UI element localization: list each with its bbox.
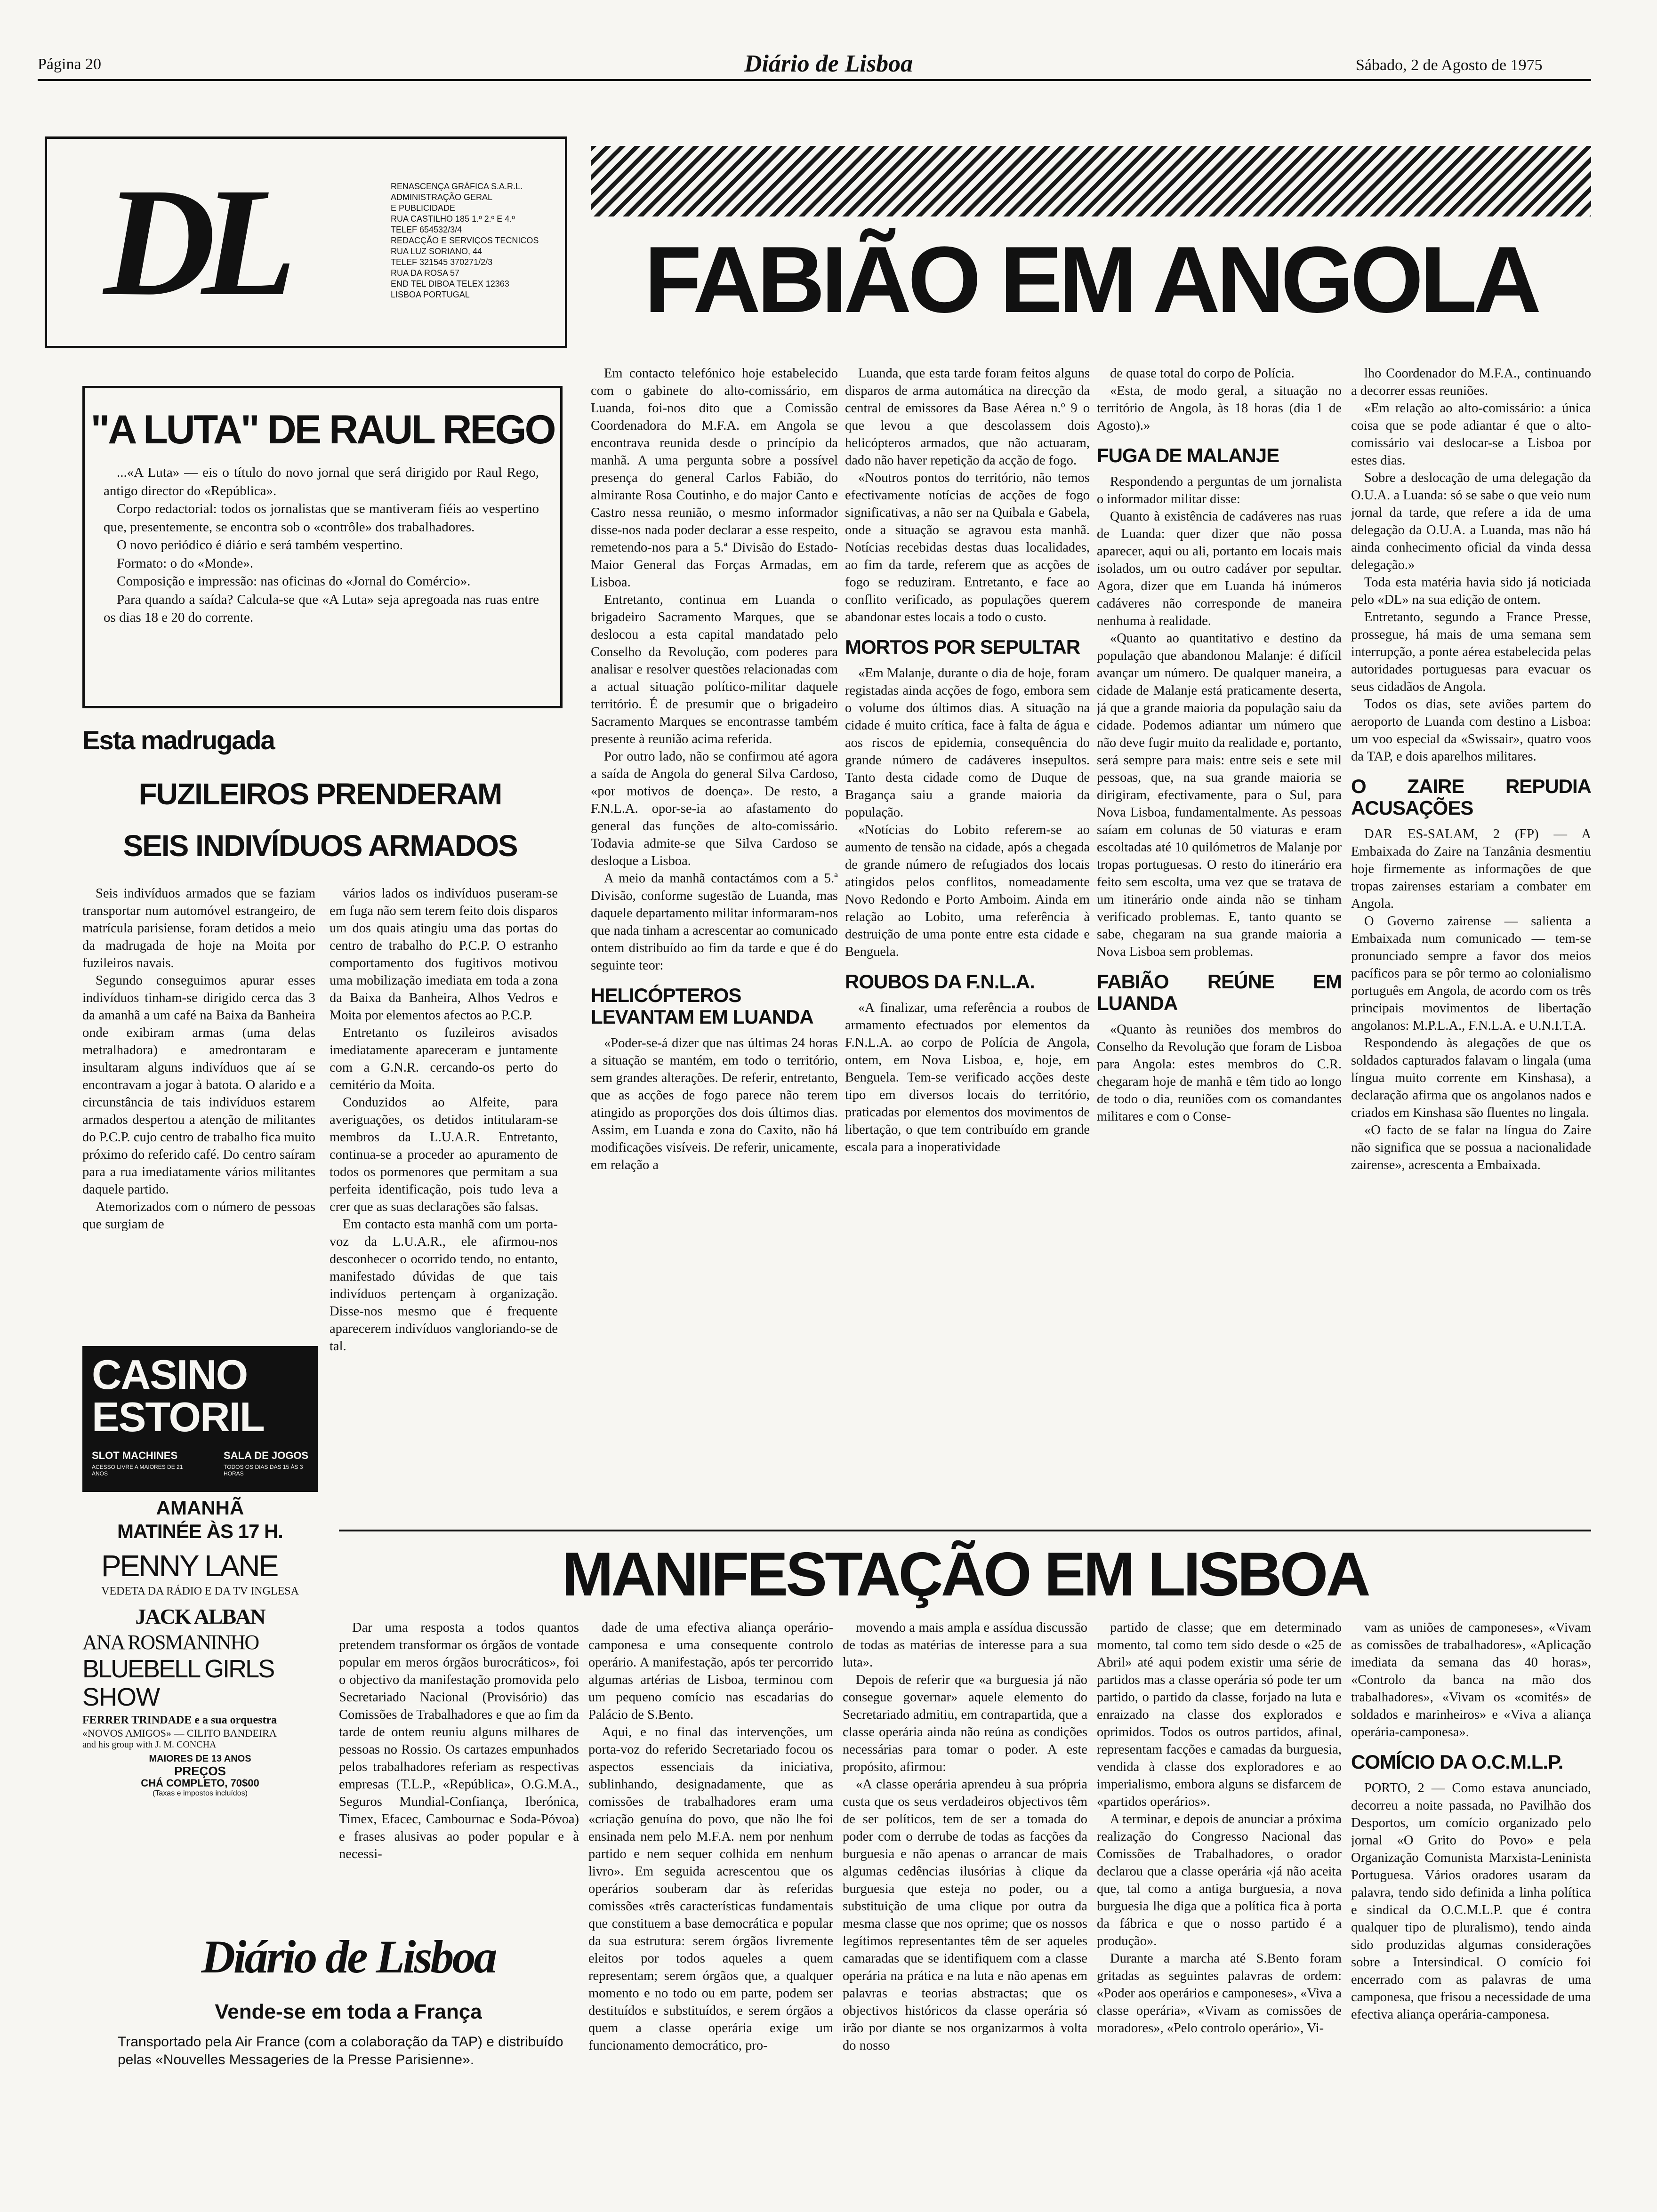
address-line: E PUBLICIDADE — [391, 203, 456, 213]
ana-rosmaninho: ANA ROSMANINHO — [82, 1631, 259, 1654]
paragraph: DAR ES-SALAM, 2 (FP) — A Embaixada do Zaire na Tanzânia desmentiu hoje firmemente as informações de que tropas zairenses estariam a combater em Angola. — [1351, 827, 1591, 911]
slot-label: SLOT MACHINES — [92, 1450, 178, 1461]
issue-date: Sábado, 2 de Agosto de 1975 — [1356, 56, 1543, 74]
fuzileiros-title-line1: FUZILEIROS PRENDERAM — [138, 777, 502, 811]
novos-amigos: «NOVOS AMIGOS» — CILITO BANDEIRA — [82, 1727, 277, 1739]
paragraph: A terminar, e depois de anunciar a próxima realização do Congresso Nacional das Comissões de Trabalhadores, o orador declarou que a classe operária «já não aceita que, tal como a antiga burguesia, a nova burguesia lhe diga que a política fica à porta da fábrica e que o nosso partido é a produção». — [1097, 1812, 1342, 1948]
casino-ad — [82, 1346, 318, 1798]
jack-alban: JACK ALBAN — [135, 1604, 265, 1628]
paragraph: ...«A Luta» — eis o título do novo jornal que será dirigido por Raul Rego, antigo director do «República». — [104, 465, 539, 498]
manif-col-3 — [843, 1619, 1087, 2184]
luta-headline: "A LUTA" DE RAUL REGO — [90, 407, 555, 452]
address-line: ADMINISTRAÇÃO GERAL — [391, 192, 493, 202]
paragraph: Em contacto telefónico hoje estabelecido com o gabinete do alto-comissário, em Luanda, foi-nos dito que a Comissão Coordenadora do M.F.A. em Angola se encontrava reunida desde o princípio da manhã. A uma pergunta sobre a possível presença do general Carlos Fabião, do almirante Rosa Coutinho, e do major Canto e Castro nessa reunião, o mesmo informador disse-nos nada poder declarar a esse respeito, remetendo-nos para a 5.ª Divisão do Estado-Maior General das Forças Armadas, em Lisboa. — [591, 366, 838, 590]
slot-sub: ACESSO LIVRE A MAIORES DE 21 ANOS — [92, 1464, 183, 1477]
paragraph: Respondendo às alegações de que os soldados capturados falavam o lingala (uma língua muito corrente em Kinshasa), a declaração afirma que os angolanos nados e criados em Kinshasa são fluentes no lingala. — [1351, 1036, 1591, 1120]
ferrer-trindade: FERRER TRINDADE e a sua orquestra — [82, 1714, 277, 1726]
paragraph: Luanda, que esta tarde foram feitos alguns disparos de arma automática na direcção da central de emissores da Base Aérea n.º 9 o que levou a que descolassem dois helicópteros armados, que não actuaram, dado não haver repetição da acção de fogo. — [845, 366, 1090, 468]
masthead-rule — [38, 79, 1591, 81]
paragraph: Todos os dias, sete aviões partem do aeroporto de Luanda com destino a Lisboa: um voo especial da «Swissair», quatro voos da TAP, e dois aparelhos militares. — [1351, 697, 1591, 764]
paragraph: «Quanto ao quantitativo e destino da população que abandonou Malanje: é difícil avançar um número. De qualquer maneira, a cidade de Malanje está praticamente deserta, já que a grande maioria da população saiu da cidade. Podemos adiantar um número que não deve fugir muito da realidade e, portanto, será sempre para mais: entre seis e sete mil pessoas, que, na sua grande maioria se dirigiram, efectivamente, para o Sul, para Nova Lisboa, fundamentalmente. As pessoas saíam em colunas de 50 viaturas e eram escoltadas até 10 quilómetros de Malanje por tropas portuguesas. O resto do itinerário era feito sem escolta, uma vez que se tratava de um itinerário onde ainda não se tinham verificado problemas. E, tanto quanto se sabe, chegaram na sua grande maioria a Nova Lisboa sem problemas. — [1097, 631, 1342, 959]
paragraph: Toda esta matéria havia sido já noticiada pelo «DL» na sua edição de ontem. — [1351, 575, 1591, 607]
paragraph: Atemorizados com o número de pessoas que surgiam de — [82, 1200, 315, 1232]
address-line: TELEF 321545 370271/2/3 — [391, 257, 493, 267]
paragraph: Para quando a saída? Calcula-se que «A Luta» seja apregoada nas ruas entre os dias 18 e 20 do corrente. — [104, 592, 539, 625]
precos: PREÇOS — [174, 1764, 226, 1778]
paragraph: Depois de referir que «a burguesia já não consegue governar» aquele elemento do Secretariado admitiu, em contrapartida, que a classe operária ainda não reúna as condições necessárias para tomar o poder. A este propósito, afirmou: — [843, 1673, 1087, 1774]
dl-france-tagline: Vende-se em toda a França — [215, 2000, 482, 2023]
subhead-helicopteros: HELICÓPTEROS LEVANTAM EM LUANDA — [591, 984, 813, 1028]
paragraph: O Governo zairense — salienta a Embaixada num comunicado — tem-se pronunciado sempre a favor dos meios pacíficos para se pôr termo ao colonialismo português em Angola, de acordo com os três principais movimentos de libertação angolanos: M.P.L.A., F.N.L.A. e U.N.I.T.A. — [1351, 914, 1591, 1033]
paragraph: Entretanto, segundo a France Presse, prossegue, há mais de uma semana sem interrupção, a ponte aérea estabelecida pelas autoridades portuguesas para evacuar os seus cidadãos de Angola. — [1351, 610, 1591, 694]
fuzileiros-title-line2: SEIS INDIVÍDUOS ARMADOS — [123, 829, 517, 863]
paragraph: Aqui, e no final das intervenções, um porta-voz do referido Secretariado focou os aspectos essenciais da iniciativa, sublinhando, designadamente, que as comissões de trabalhadores eram uma «criação genuína do povo, que não lhe foi ensinada nem pelo M.F.A. nem por nenhum partido e nem sequer colhida em nenhum livro». Em seguida acrescentou que os operários souberam dar às referidas comissões «três características fundamentais que constituem a base democrática e popular da sua estrutura: serem órgãos livremente eleitos por todos aqueles a quem representam; serem órgãos que, a qualquer momento e no todo ou em parte, podem ser destituídos e substituídos, e serem órgãos a quem a classe operária exige um funcionamento democrático, pro- — [588, 1725, 833, 2053]
penny-lane: PENNY LANE — [101, 1549, 278, 1583]
fabiao-col-2 — [845, 365, 1090, 1513]
paragraph: Seis indivíduos armados que se faziam transportar num automóvel estrangeiro, de matrícula parisiense, foram detidos a meio da madrugada de hoje na Moita por fuzileiros navais. — [82, 886, 315, 970]
taxas: (Taxas e impostos incluídos) — [153, 1789, 248, 1797]
manif-col-2 — [588, 1619, 833, 2184]
paragraph: Dar uma resposta a todos quantos pretendem transformar os órgãos de vontade popular em meros órgãos burocráticos», foi o objectivo da manifestação promovida pelo Secretariado Nacional (Provisório) das Comissões de Trabalhadores e que ao fim da tarde de ontem reuniu alguns milhares de pessoas no Rossio. Os cartazes empunhados pelos trabalhadores referiam as respectivas empresas (T.L.P., «República», O.G.M.A., Seguros Mundial-Confiança, Iberónica, Timex, Efacec, Cambournac e Soda-Póvoa) e frases alusivas ao poder popular e à necessi- — [339, 1620, 579, 1861]
concha: and his group with J. M. CONCHA — [82, 1739, 217, 1750]
casino-name: ESTORIL — [92, 1394, 264, 1440]
paragraph: dade de uma efectiva aliança operário-camponesa e uma consequente controlo operário. A manifestação, após ter percorrido algumas artérias de Lisboa, terminou com um pequeno comício nas escadarias do Palácio de S.Bento. — [588, 1620, 833, 1722]
dl-france-logo: Diário de Lisboa — [201, 1931, 496, 1983]
paragraph: «Quanto às reuniões dos membros do Conselho da Revolução que foram de Lisboa para Angola: estes membros do C.R. chegaram hoje de manhã e têm tido ao longo de todo o dia, reuniões com os comandantes militares e com o Conse- — [1097, 1022, 1342, 1124]
paragraph: Em contacto esta manhã com um porta-voz da L.U.A.R., ele afirmou-nos desconhecer o ocorrido tendo, no entanto, manifestado dúvidas de que tais indivíduos pertençam à organização. Disse-nos mesmo que é frequente aparecerem indivíduos vangloriando-se de tal. — [330, 1217, 558, 1354]
show: SHOW — [82, 1683, 160, 1711]
paragraph: Conduzidos ao Alfeite, para averiguações, os detidos intitularam-se membros da L.U.A.R. Entretanto, continua-se a proceder ao apuramento de todos os pormenores que permitam a sua perfeita identificação, pois tudo leva a crer que as suas declarações são falsas. — [330, 1095, 558, 1214]
paragraph: «Esta, de modo geral, a situação no território de Angola, às 18 horas (dia 1 de Agosto).» — [1097, 384, 1342, 433]
logo-box — [45, 136, 567, 348]
publisher-address — [391, 181, 551, 300]
address-line: RENASCENÇA GRÁFICA S.A.R.L. — [391, 182, 523, 191]
paragraph: Formato: o do «Monde». — [117, 555, 253, 571]
fuzileiros-kicker: Esta madrugada — [82, 725, 274, 755]
paragraph: «Notícias do Lobito referem-se ao aumento de tensão na cidade, após a chegada de grande número de refugiados dos locais atingidos pelos conflitos, nomeadamente Novo Redondo e Porto Amboim. Ainda em relação ao Lobito, uma referência à destruição de uma ponte entre esta cidade e Benguela. — [845, 823, 1090, 959]
fabiao-col-3 — [1097, 365, 1342, 1513]
paragraph: movendo a mais ampla e assídua discussão de todas as matérias de interesse para a sua luta». — [843, 1620, 1087, 1670]
paragraph: vam as uniões de camponeses», «Vivam as comissões de trabalhadores», «Aplicação imediata da semana das 40 horas», «Controlo da banca na mão dos trabalhadores», «Vivam os «comités» de soldados e marinheiros» e «Viva a aliança operária-camponesa». — [1351, 1620, 1591, 1739]
address-line: RUA LUZ SORIANO, 44 — [391, 247, 483, 256]
paragraph: «Noutros pontos do território, não temos efectivamente notícias de acções de fogo significativas, a não ser na Quibala e Gabela, onde a situação se agravou esta manhã. Notícias recebidas destas duas localidades, ao fim da tarde, referem que as acções de fogo se reduziram. Entretanto, e face ao conflito verificado, as populações querem abandonar estes locais a todo o custo. — [845, 471, 1090, 625]
paragraph: de quase total do corpo de Polícia. — [1110, 366, 1295, 381]
paragraph: vários lados os indivíduos puseram-se em fuga não sem terem feito dois disparos um dos quais atingiu uma das portas do centro de trabalho do P.C.P. O estranho comportamento dos fugitivos motivou uma mobilização imediata em toda a zona da Baixa da Banheira, Alhos Vedros e Moita por elementos afectos ao P.C.P. — [330, 886, 558, 1023]
manif-top-rule — [339, 1530, 1591, 1531]
paragraph: «O facto de se falar na língua do Zaire não significa que se possua a nacionalidade zairense», acrescenta a Embaixada. — [1351, 1123, 1591, 1172]
manif-headline: MANIFESTAÇÃO EM LISBOA — [562, 1539, 1368, 1609]
paragraph: Quanto à existência de cadáveres nas ruas de Luanda: quer dizer que não possa aparecer, aqui ou ali, portanto em locais mais isolados, um ou outro cadáver por sepultar. Agora, dizer que em Luanda há inúmeros cadáveres não corresponde de maneira nenhuma à realidade. — [1097, 509, 1342, 628]
casino-name: CASINO — [92, 1351, 248, 1398]
subhead-mortos: MORTOS POR SEPULTAR — [845, 636, 1080, 658]
paragraph: Durante a marcha até S.Bento foram gritadas as seguintes palavras de ordem: «Poder aos operários e camponeses», «Viva a classe operária», «Vivam as comissões de moradores», «Pelo controlo operário», Vi- — [1097, 1951, 1342, 2036]
fabiao-headline: FABIÃO EM ANGOLA — [644, 227, 1538, 332]
paragraph: partido de classe; que em determinado momento, tal como tem sido desde o «25 de Abril» até aqui podem existir uma série de partidos mas a classe operária só pode ter um partido, o partido da classe, forjado na luta e enraizado na classe dos explorados e oprimidos. Todos os outros partidos, afinal, representam facções e camadas da burguesia, vendida à classe dos exploradores e ao imperialismo, embora alguns se disfarcem de «partidos operários». — [1097, 1620, 1342, 1809]
address-line: RUA CASTILHO 185 1.º 2.º E 4.º — [391, 214, 515, 224]
manif-col-5 — [1351, 1619, 1591, 2184]
paragraph: lho Coordenador do M.F.A., continuando a decorrer essas reuniões. — [1351, 366, 1591, 398]
paragraph: «A classe operária aprendeu à sua própria custa que os seus verdadeiros objectivos têm de ser políticos, tem de ser a tomada do poder com o derrube de todas as facções da burguesia e não apenas o arrancar de mais algumas cedências ilusórias à clique da burguesia que esteja no poder, ou a substituição de uma clique por outra da mesma classe que nos oprime; que os nossos legítimos representantes têm de ser aqueles camaradas que se identifiquem com a classe operária na prática e na luta e não apenas em palavras e teorias abstractas; que os objectivos históricos da classe operária só irão por diante se nos organizarmos à volta do nosso — [843, 1777, 1087, 2053]
paragraph: Sobre a deslocação de uma delegação da O.U.A. a Luanda: só se sabe o que veio num jornal da tarde, que refere a ida de uma delegação da O.U.A. a Luanda, mas não há ainda conhecimento oficial da vinda dessa delegação.» — [1351, 471, 1591, 572]
paragraph: Por outro lado, não se confirmou até agora a saída de Angola do general Silva Cardoso, «por motivos de doença». De resto, a F.N.L.A. opor-se-ia ao afastamento do general das funções de alto-comissário. Todavia admite-se que Silva Cardoso se desloque a Lisboa. — [591, 749, 838, 868]
manif-col-1 — [339, 1619, 579, 1883]
subhead-zaire: O ZAIRE REPUDIA ACUSAÇÕES — [1351, 775, 1591, 819]
page-number: Página 20 — [38, 56, 102, 73]
paragraph: «Em relação ao alto-comissário: a única coisa que se pode adiantar é que o alto-comissário vai deslocar-se a Lisboa por estes dias. — [1351, 401, 1591, 468]
paragraph: «A finalizar, uma referência a roubos de armamento efectuados por elementos da F.N.L.A. ao corpo de Polícia de Angola, ontem, em Nova Lisboa, e, hoje, em Benguela. Tem-se verificado acções deste tipo em diversos locais do território, praticadas por elementos dos movimentos de libertação, o que tem contribuído em grande escala para a inoperatividade — [845, 1001, 1090, 1154]
paragraph: Corpo redactorial: todos os jornalistas que se mantiveram fiéis ao vespertino que, presentemente, se encontra sob o «contrôle» dos trabalhadores. — [104, 501, 539, 535]
newspaper-title: Diário de Lisboa — [744, 50, 913, 77]
manif-col-4 — [1097, 1619, 1342, 2184]
paragraph: Entretanto os fuzileiros avisados imediatamente apareceram e juntamente com a G.N.R. cercando-os perto do cemitério da Moita. — [330, 1026, 558, 1092]
subhead-comicio: COMÍCIO DA O.C.M.L.P. — [1351, 1751, 1563, 1773]
paragraph: O novo periódico é diário e será também vespertino. — [117, 537, 403, 553]
amanha: AMANHÃ — [156, 1497, 244, 1519]
luta-body — [104, 464, 539, 699]
address-line: LISBOA PORTUGAL — [391, 290, 470, 299]
paragraph: «Poder-se-á dizer que nas últimas 24 horas a situação se mantém, em todo o território, sem grandes alterações. De referir, entretanto, que as acções de fogo parece não terem atingido as proporções dos dois últimos dias. Assim, em Luanda e zona do Caxito, não há modificações visíveis. De referir, unicamente, em relação a — [591, 1036, 838, 1172]
subhead-fuga: FUGA DE MALANJE — [1097, 444, 1279, 466]
bluebell-girls: BLUEBELL GIRLS — [82, 1655, 274, 1683]
address-line: TELEF 654532/3/4 — [391, 225, 462, 234]
luta-box — [82, 386, 563, 708]
paragraph: Respondendo a perguntas de um jornalista o informador militar disse: — [1097, 474, 1342, 506]
dl-logo: DL — [104, 156, 282, 328]
dl-france-note: Transportado pela Air France (com a colaboração da TAP) e distribuído pelas «Nouvelles Messageries de la Presse Parisienne». — [118, 2034, 563, 2068]
paragraph: A meio da manhã contactámos com a 5.ª Divisão, conforme sugestão de Luanda, mas daquele departamento militar informaram-nos que nada tinham a acrescentar ao comunicado ontem distribuído ao fim da tarde e que é do seguinte teor: — [591, 871, 838, 973]
fuzileiros-col-2 — [330, 885, 558, 1515]
address-line: RUA DA ROSA 57 — [391, 268, 460, 278]
casino-logo — [82, 1346, 318, 1492]
subhead-fabiao-reune: FABIÃO REÚNE EM LUANDA — [1097, 970, 1342, 1014]
paragraph: PORTO, 2 — Como estava anunciado, decorreu a noite passada, no Pavilhão dos Desportos, um comício organizado pelo jornal «O Grito do Povo» e pela Organização Comunista Marxista-Leninista Portuguesa. Vários oradores usaram da palavra, tendo sido definida a linha política e sindical da O.C.M.L.P. que é contra qualquer tipo de pluralismo), tendo ainda sido produzidas algumas considerações sobre a Intersindical. O comício foi encerrado com as palavras de uma camponesa, que frisou a necessidade de uma efectiva aliança operária-camponesa. — [1351, 1781, 1591, 2022]
address-line: REDACÇÃO E SERVIÇOS TECNICOS — [391, 236, 539, 245]
fabiao-hatch-band — [591, 146, 1591, 216]
address-line: END TEL DIBOA TELEX 12363 — [391, 279, 509, 289]
paragraph: Entretanto, continua em Luanda o brigadeiro Sacramento Marques, que se deslocou a esta capital mandatado pelo Conselho da Revolução, com poderes para analisar e resolver questões relacionadas com a actual situação político-militar daquele território. É de presumir que o brigadeiro Sacramento Marques se encontrasse também presente à reunião acima referida. — [591, 593, 838, 746]
cha-completo: CHÁ COMPLETO, 70$00 — [141, 1777, 259, 1789]
jogos-sub: TODOS OS DIAS DAS 15 ÀS 3 HORAS — [224, 1464, 303, 1477]
vedeta: VEDETA DA RÁDIO E DA TV INGLESA — [101, 1585, 299, 1597]
paragraph: Segundo conseguimos apurar esses indivíduos tinham-se dirigido cerca das 3 da amanhã a um café na Baixa da Banheira onde exibiram armas (uma delas metralhadora) e amedrontaram e insultaram alguns indivíduos que aí se encontravam a jogar à batota. O alarido e a circunstância de tais indivíduos estarem armados despertou a atenção de militantes do P.C.P. cujo centro de trabalho fica muito próximo do referido café. Do centro saíram para a rua imediatamente vários militantes daquele partido. — [82, 973, 315, 1197]
fuzileiros-col-1 — [82, 885, 315, 1322]
jogos-label: SALA DE JOGOS — [224, 1450, 309, 1461]
matinee: MATINÉE ÀS 17 H. — [117, 1520, 283, 1542]
fabiao-col-1 — [591, 365, 838, 1513]
maiores: MAIORES DE 13 ANOS — [149, 1754, 251, 1764]
subhead-roubos: ROUBOS DA F.N.L.A. — [845, 970, 1035, 993]
paragraph: «Em Malanje, durante o dia de hoje, foram registadas ainda acções de fogo, embora sem o volume dos últimos dias. A situação na cidade é muito crítica, face à falta de água e aos riscos de epidemia, consequência do grande número de cadáveres insepultos. Tanto desta cidade como de Duque de Bragança saiu a grande maioria da população. — [845, 666, 1090, 820]
dl-france-ad — [113, 1925, 584, 2108]
fabiao-col-4 — [1351, 365, 1591, 1513]
paragraph: Composição e impressão: nas oficinas do «Jornal do Comércio». — [117, 574, 471, 589]
